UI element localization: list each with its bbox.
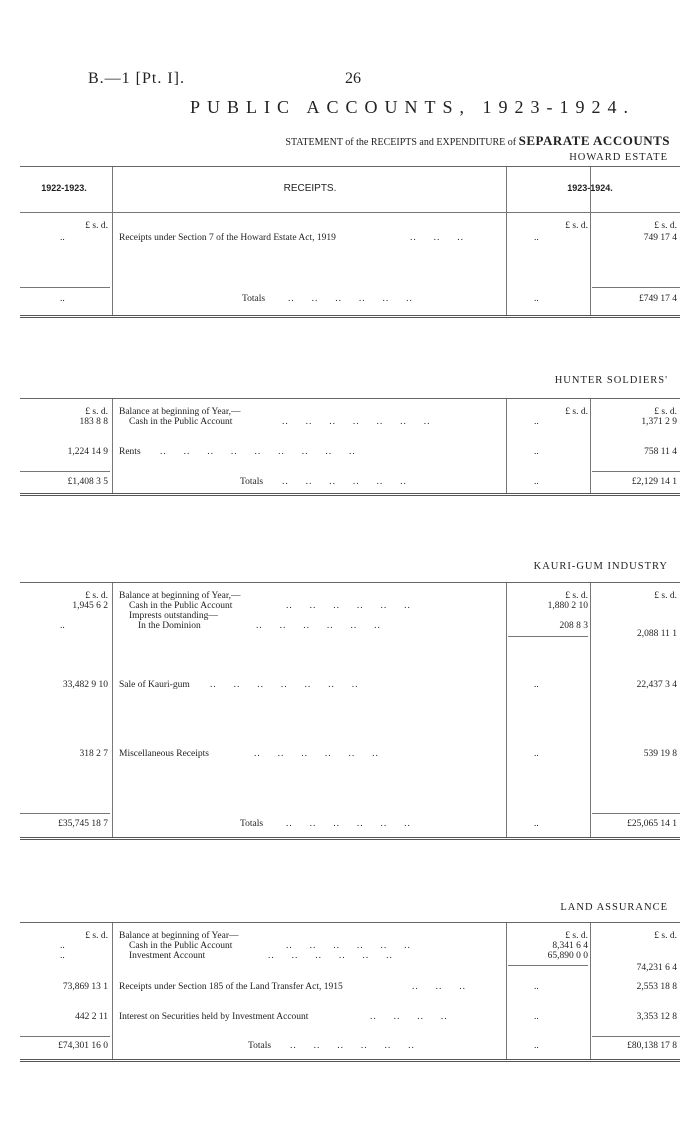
totals-prev: £74,301 16 0	[58, 1041, 108, 1051]
leader-dots: .. .. .. .. .. ..	[290, 1041, 415, 1051]
totals-mid: ..	[534, 477, 539, 487]
cash-label: Cash in the Public Account	[129, 417, 233, 427]
col-header-receipts: RECEIPTS.	[283, 183, 337, 194]
cash-curr: 1,371 2 9	[641, 417, 677, 427]
sale-mid: ..	[534, 680, 539, 690]
totals-label: Totals	[240, 819, 264, 829]
invest-label: Investment Account	[129, 951, 206, 961]
totals-prev: £35,745 18 7	[58, 819, 108, 829]
balance-label: Balance at beginning of Year—	[119, 931, 239, 941]
rents-curr: 758 11 4	[644, 447, 677, 457]
balance-label: Balance at beginning of Year,—	[119, 591, 241, 601]
misc-curr: 539 19 8	[643, 749, 677, 759]
leader-dots: .. .. .. .. .. .. .. .. ..	[160, 447, 356, 457]
sale-label: Sale of Kauri-gum	[119, 680, 190, 690]
leader-dots: .. .. .. .. .. ..	[282, 477, 407, 487]
cash-mid: 1,880 2 10	[547, 601, 588, 611]
rents-label: Rents	[119, 447, 141, 457]
transfer-curr: 2,553 18 8	[636, 982, 677, 992]
leader-dots: .. .. .. .. .. .. ..	[210, 680, 359, 690]
page-number: 26	[345, 70, 361, 87]
statement-bold: SEPARATE ACCOUNTS	[518, 133, 670, 148]
lsd-header: £ s. d.	[85, 407, 108, 417]
misc-mid: ..	[534, 749, 539, 759]
invest-prev: ..	[60, 951, 65, 961]
cash-mid: ..	[534, 417, 539, 427]
dominion-label: In the Dominion	[138, 621, 201, 631]
dominion-prev: ..	[60, 621, 65, 631]
balance-curr: 74,231 6 4	[636, 963, 677, 973]
cash-prev: 1,945 6 2	[72, 601, 108, 611]
lsd-header: £ s. d.	[85, 931, 108, 941]
totals-mid: ..	[534, 294, 539, 304]
leader-dots: .. .. ..	[410, 233, 464, 243]
page-title: PUBLIC ACCOUNTS, 1923-1924.	[190, 97, 636, 117]
misc-label: Miscellaneous Receipts	[119, 749, 209, 759]
leader-dots: .. .. .. .. .. ..	[286, 601, 411, 611]
invest-mid: 65,890 0 0	[547, 951, 588, 961]
land-assurance-title: LAND ASSURANCE	[560, 902, 668, 913]
row-mid-value: ..	[534, 233, 539, 243]
lsd-header: £ s. d.	[654, 221, 677, 231]
row-curr-value: 749 17 4	[643, 233, 677, 243]
row-description: Receipts under Section 7 of the Howard Estate Act, 1919	[119, 233, 336, 243]
rents-mid: ..	[534, 447, 539, 457]
lsd-header: £ s. d.	[654, 931, 677, 941]
totals-label: Totals	[242, 294, 266, 304]
transfer-prev: 73,869 13 1	[62, 982, 108, 992]
leader-dots: .. .. .. ..	[370, 1012, 448, 1022]
rents-prev: 1,224 14 9	[67, 447, 108, 457]
leader-dots: .. .. .. .. .. ..	[288, 294, 413, 304]
lsd-header: £ s. d.	[85, 591, 108, 601]
cash-label: Cash in the Public Account	[129, 941, 233, 951]
totals-mid: ..	[534, 1041, 539, 1051]
totals-label: Totals	[240, 477, 264, 487]
lsd-header: £ s. d.	[565, 221, 588, 231]
totals-curr: £2,129 14 1	[631, 477, 677, 487]
hunter-soldiers-table	[20, 398, 680, 496]
lsd-header: £ s. d.	[654, 591, 677, 601]
interest-prev: 442 2 11	[75, 1012, 108, 1022]
sale-curr: 22,437 3 4	[636, 680, 677, 690]
hunter-soldiers-title: HUNTER SOLDIERS'	[554, 375, 668, 386]
leader-dots: .. .. .. .. .. ..	[286, 819, 411, 829]
totals-prev: £1,408 3 5	[67, 477, 108, 487]
cash-mid: 8,341 6 4	[552, 941, 588, 951]
leader-dots: .. .. .. .. .. .. ..	[282, 417, 431, 427]
totals-prev: ..	[60, 294, 65, 304]
statement-heading	[285, 133, 670, 149]
lsd-header: £ s. d.	[654, 407, 677, 417]
cash-label: Cash in the Public Account	[129, 601, 233, 611]
totals-curr: £25,065 14 1	[627, 819, 677, 829]
col-header-1923: 1923-1924.	[567, 183, 613, 193]
transfer-label: Receipts under Section 185 of the Land Transfer Act, 1915	[119, 982, 343, 992]
interest-mid: ..	[534, 1012, 539, 1022]
leader-dots: .. .. ..	[412, 982, 466, 992]
kauri-gum-table	[20, 582, 680, 840]
balance-label: Balance at beginning of Year,—	[119, 407, 241, 417]
balance-curr: 2,088 11 1	[636, 629, 677, 639]
lsd-header: £ s. d.	[565, 931, 588, 941]
totals-label: Totals	[248, 1041, 272, 1051]
land-assurance-table	[20, 922, 680, 1062]
transfer-mid: ..	[534, 982, 539, 992]
leader-dots: .. .. .. .. .. ..	[268, 951, 393, 961]
interest-label: Interest on Securities held by Investment Account	[119, 1012, 309, 1022]
howard-estate-table	[20, 166, 680, 318]
leader-dots: .. .. .. .. .. ..	[286, 941, 411, 951]
leader-dots: .. .. .. .. .. ..	[256, 621, 381, 631]
lsd-header: £ s. d.	[565, 591, 588, 601]
col-header-1922: 1922-1923.	[41, 183, 87, 193]
kauri-gum-title: KAURI-GUM INDUSTRY	[533, 561, 668, 572]
lsd-header: £ s. d.	[565, 407, 588, 417]
sale-prev: 33,482 9 10	[62, 680, 108, 690]
cash-prev: ..	[60, 941, 65, 951]
interest-curr: 3,353 12 8	[636, 1012, 677, 1022]
leader-dots: .. .. .. .. .. ..	[254, 749, 379, 759]
misc-prev: 318 2 7	[79, 749, 108, 759]
dominion-mid: 208 8 3	[559, 621, 588, 631]
totals-curr: £80,138 17 8	[627, 1041, 677, 1051]
howard-estate-title: HOWARD ESTATE	[569, 152, 668, 163]
imprests-label: Imprests outstanding—	[129, 611, 218, 621]
lsd-header: £ s. d.	[85, 221, 108, 231]
totals-mid: ..	[534, 819, 539, 829]
row-prev-value: ..	[60, 233, 65, 243]
cash-prev: 183 8 8	[79, 417, 108, 427]
statement-prefix: STATEMENT of the RECEIPTS and EXPENDITURE of	[285, 137, 517, 148]
page-reference: B.—1 [Pt. I].	[88, 70, 185, 87]
totals-curr: £749 17 4	[639, 294, 677, 304]
